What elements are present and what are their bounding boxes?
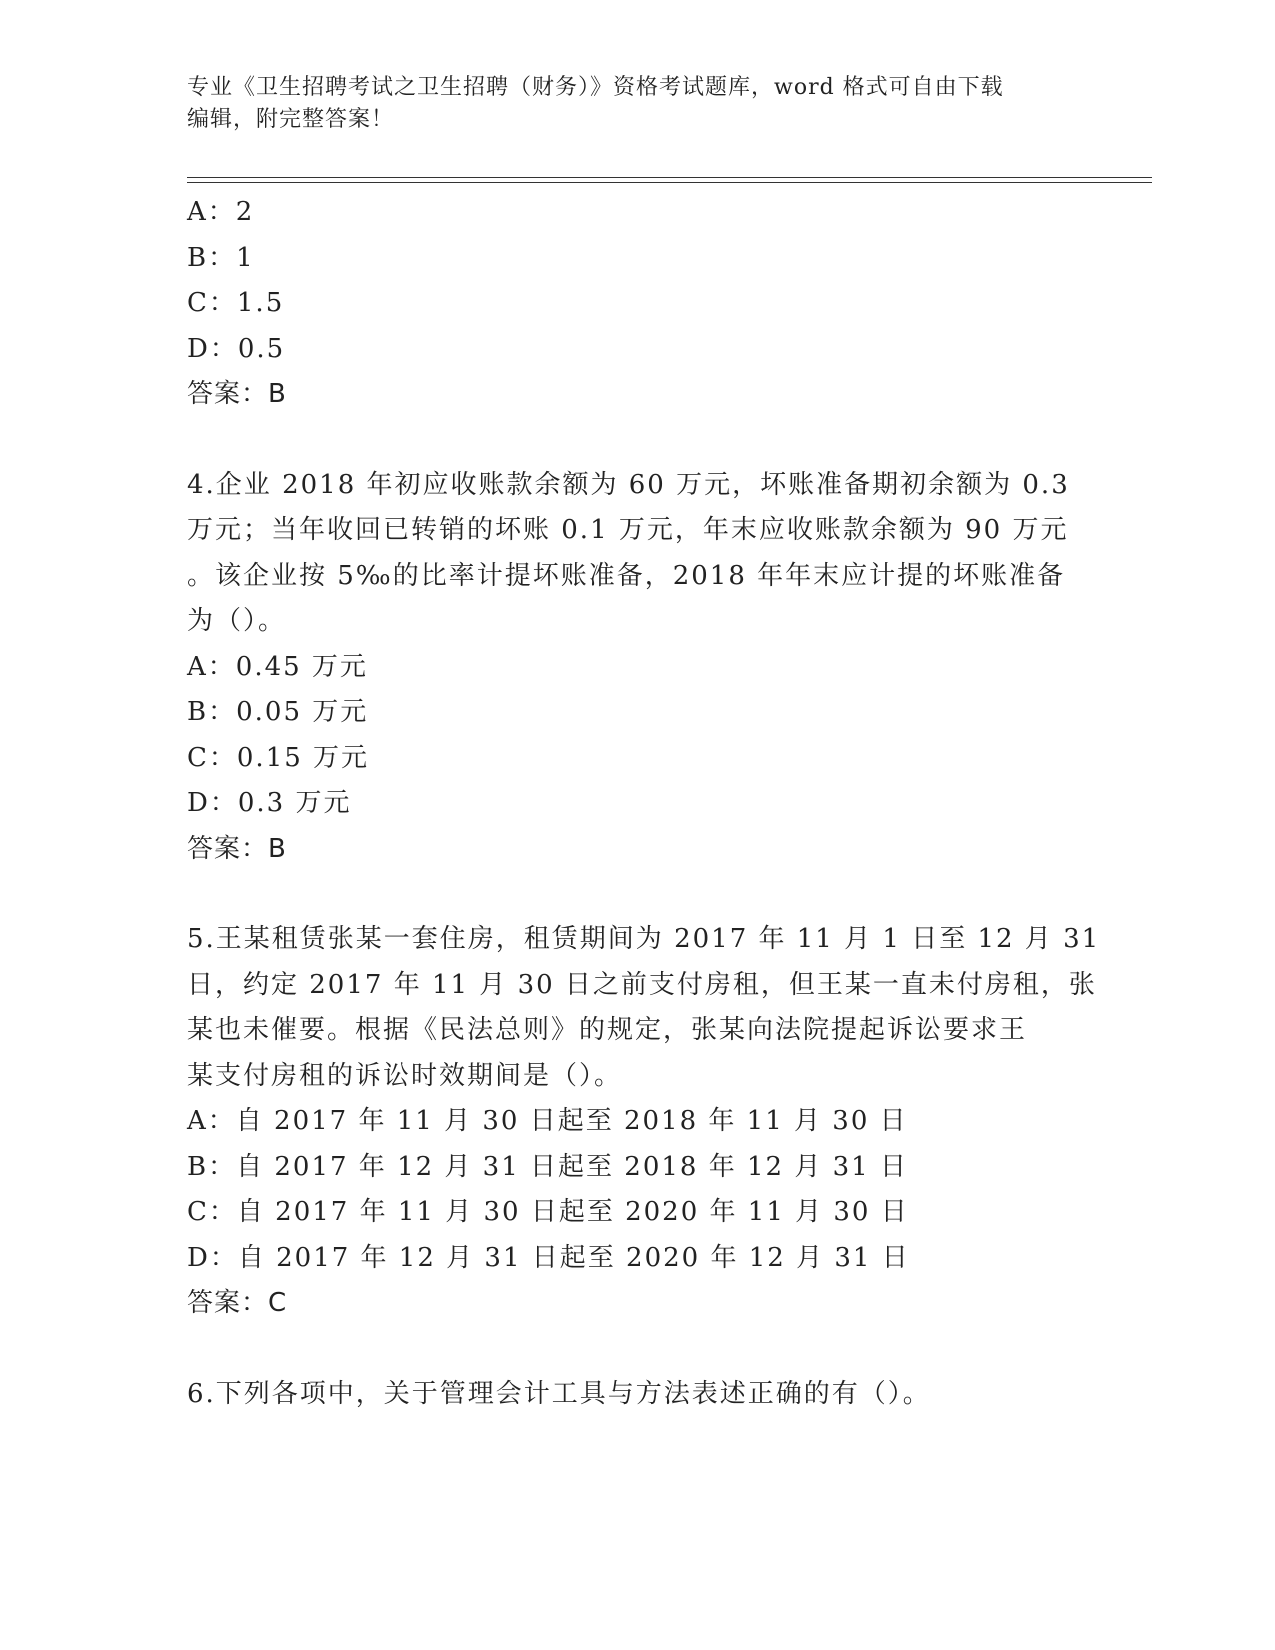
question-5	[187, 917, 1101, 1327]
question-4	[187, 463, 1070, 873]
question-stem-line: 5.王某租赁张某一套住房，租赁期间为 2017 年 11 月 1 日至 12 月 31	[187, 924, 1101, 954]
option-d: D：0.3 万元	[187, 788, 352, 818]
question-stem-line: 4.企业 2018 年初应收账款余额为 60 万元，坏账准备期初余额为 0.3	[187, 469, 1070, 500]
answer: 答案：C	[187, 1288, 288, 1318]
header-line-1: 专业《卫生招聘考试之卫生招聘（财务）》资格考试题库，word 格式可自由下载	[187, 75, 1004, 100]
option-b: B：0.05 万元	[187, 697, 369, 727]
option-c: C：1.5	[187, 288, 285, 318]
option-a: A：自 2017 年 11 月 30 日起至 2018 年 11 月 30 日	[187, 1106, 908, 1136]
header-rule-bottom	[187, 182, 1152, 183]
option-d: D：0.5	[187, 333, 286, 364]
question-3	[187, 190, 1067, 418]
question-6	[187, 1372, 1067, 1418]
question-stem-line: 为（）。	[187, 606, 287, 636]
document-body	[187, 190, 1101, 1417]
question-stem-line: 某也未催要。根据《民法总则》的规定，张某向法院提起诉讼要求王	[187, 1015, 1028, 1045]
answer: 答案：B	[187, 833, 287, 864]
option-b: B：自 2017 年 12 月 31 日起至 2018 年 12 月 31 日	[187, 1151, 908, 1182]
header-rule-top	[187, 177, 1152, 178]
question-stem-line: 某支付房租的诉讼时效期间是（）。	[187, 1060, 623, 1091]
option-a: A：0.45 万元	[187, 651, 368, 682]
option-c: C：自 2017 年 11 月 30 日起至 2020 年 11 月 30 日	[187, 1197, 909, 1227]
option-d: D：自 2017 年 12 月 31 日起至 2020 年 12 月 31 日	[187, 1242, 910, 1273]
question-stem-line: 日，约定 2017 年 11 月 30 日之前支付房租，但王某一直未付房租，张	[187, 969, 1097, 1000]
question-stem-line: 6.下列各项中，关于管理会计工具与方法表述正确的有（）。	[187, 1378, 931, 1409]
option-b: B：1	[187, 242, 255, 273]
option-c: C：0.15 万元	[187, 742, 370, 773]
question-stem-line: 万元；当年收回已转销的坏账 0.1 万元，年末应收账款余额为 90 万元	[187, 515, 1069, 545]
document-header	[187, 72, 1067, 136]
answer: 答案：B	[187, 379, 287, 409]
option-a: A：2	[187, 197, 255, 227]
header-line-2: 编辑，附完整答案！	[187, 107, 395, 132]
question-stem-line: 。该企业按 5‰的比率计提坏账准备，2018 年年末应计提的坏账准备	[187, 560, 1066, 591]
